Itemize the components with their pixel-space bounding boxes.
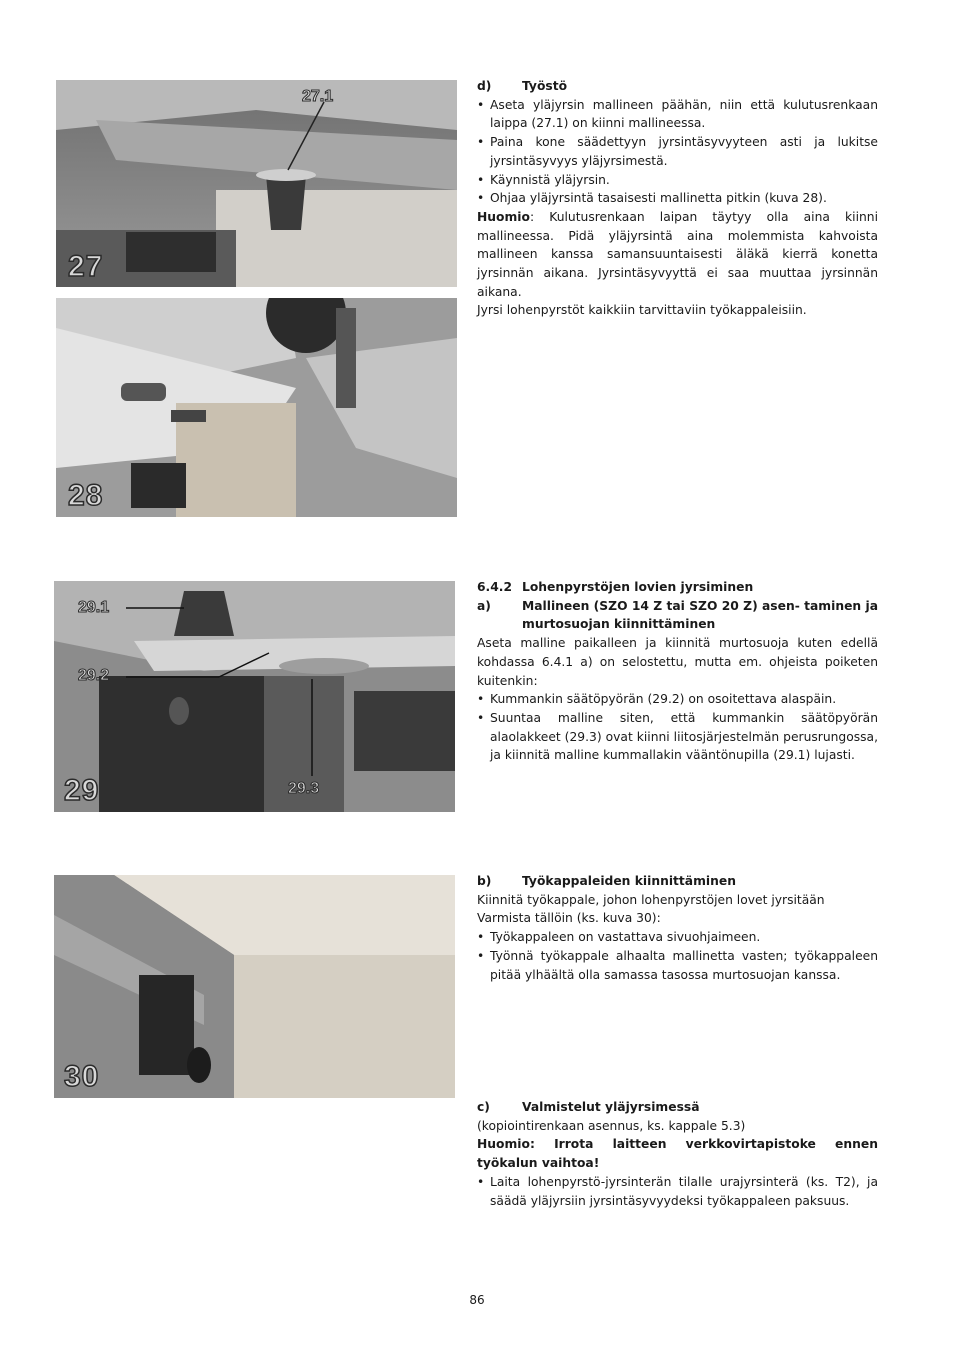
list-item: • Suuntaa malline siten, että kummankin säätöpyörän alaolakkeet (29.3) ovat kiinni liitosjärjestelmän perusrungossa, ja kiinnitä malline kummallakin vääntönupilla (29.1) lujasti.: [477, 709, 878, 765]
section-b-intro: Kiinnitä työkappale, johon lohenpyrstöjen lovet jyrsitään Varmista tällöin (ks. kuva 30):: [477, 892, 825, 926]
list-item: • Paina kone säädettyyn jyrsintäsyvyyteen asti ja lukitse jyrsintäsyvyys yläjyrsimestä.: [477, 133, 878, 170]
list-item: • Kummankin säätöpyörän (29.2) on osoitettava alaspäin.: [477, 690, 878, 709]
section-6-4-2-label: 6.4.2: [477, 580, 513, 594]
note-label: Huomio: [477, 209, 530, 224]
note-text: : Kulutusrenkaan laipan täytyy olla aina kiinni mallineessa. Pidä yläjyrsintä aina molemmista kahvoista mallineen kanssa samansuuntaisesti äläkä kierrä konetta jyrsinnän aikana. Jyrsintäsyvyyttä ei saa muuttaa jyrsinnän aikana.: [477, 209, 878, 299]
section-a-intro: Aseta malline paikalleen ja kiinnitä murtosuoja kuten edellä kohdassa 6.4.1 a) on selostettu, mutta em. ohjeista poiketen kuitenkin:: [477, 636, 878, 688]
figure-29-photo: [54, 581, 455, 812]
list-item: • Käynnistä yläjyrsin.: [477, 171, 878, 190]
figure-number-29: 29: [64, 774, 100, 807]
section-d-bullets: [477, 96, 878, 208]
figure-number-27: 27: [68, 250, 104, 283]
section-b-bullets: [477, 928, 878, 984]
section-6-4-2-title: Lohenpyrstöjen lovien jyrsiminen: [522, 580, 754, 594]
figure-28-photo: [56, 298, 457, 517]
section-d-heading: [477, 77, 878, 96]
section-b-title: Työkappaleiden kiinnittäminen: [522, 874, 736, 888]
section-c-label: c): [477, 1100, 490, 1114]
section-d: [477, 77, 878, 320]
section-c-warning: Huomio: Irrota laitteen verkkovirtapistoke ennen työkalun vaihtoa!: [477, 1137, 878, 1171]
list-item: • Aseta yläjyrsin mallineen päähän, niin että kulutusrenkaan laippa (27.1) on kiinni mallineessa.: [477, 96, 878, 133]
callout-29-1: 29.1: [78, 599, 110, 616]
section-c-title: Valmistelut yläjyrsimessä: [522, 1100, 700, 1114]
section-c-heading: [477, 1098, 878, 1117]
figure-30-photo: [54, 875, 455, 1098]
list-item: • Laita lohenpyrstö-jyrsinterän tilalle urajyrsinterä (ks. T2), ja säädä yläjyrsiin jyrsintäsyvyydeksi työkappaleen paksuus.: [477, 1173, 878, 1210]
callout-29-2: 29.2: [78, 667, 110, 684]
list-item: • Työkappaleen on vastattava sivuohjaimeen.: [477, 928, 878, 947]
section-b: [477, 872, 878, 984]
section-a-heading: [477, 597, 878, 634]
section-b-label: b): [477, 874, 492, 888]
section-d-title: Työstö: [522, 79, 568, 93]
section-d-note: [477, 208, 878, 302]
callout-27-1: 27.1: [302, 88, 334, 105]
callout-29-3: 29.3: [288, 780, 320, 797]
section-6-4-2: [477, 578, 878, 765]
section-d-label: d): [477, 79, 492, 93]
figure-27-photo: [56, 80, 457, 287]
section-c: [477, 1098, 878, 1210]
section-6-4-2-heading: [477, 578, 878, 597]
section-d-closing: Jyrsi lohenpyrstöt kaikkiin tarvittaviin työkappaleisiin.: [477, 303, 807, 318]
section-a-label: a): [477, 598, 491, 613]
section-b-heading: [477, 872, 878, 891]
figure-number-28: 28: [68, 479, 104, 512]
page-number: 86: [469, 1293, 485, 1307]
list-item: • Ohjaa yläjyrsintä tasaisesti mallinetta pitkin (kuva 28).: [477, 189, 878, 208]
figure-number-30: 30: [64, 1060, 100, 1093]
list-item: • Työnnä työkappale alhaalta mallinetta vasten; työkappaleen pitää ylhäältä olla samassa tasossa murtosuojan kanssa.: [477, 947, 878, 984]
section-a-title: Mallineen (SZO 14 Z tai SZO 20 Z) asen- taminen ja murtosuojan kiinnittäminen: [522, 598, 878, 632]
section-a-bullets: [477, 690, 878, 765]
section-c-bullets: [477, 1173, 878, 1210]
section-c-intro: (kopiointirenkaan asennus, ks. kappale 5.3): [477, 1118, 746, 1133]
